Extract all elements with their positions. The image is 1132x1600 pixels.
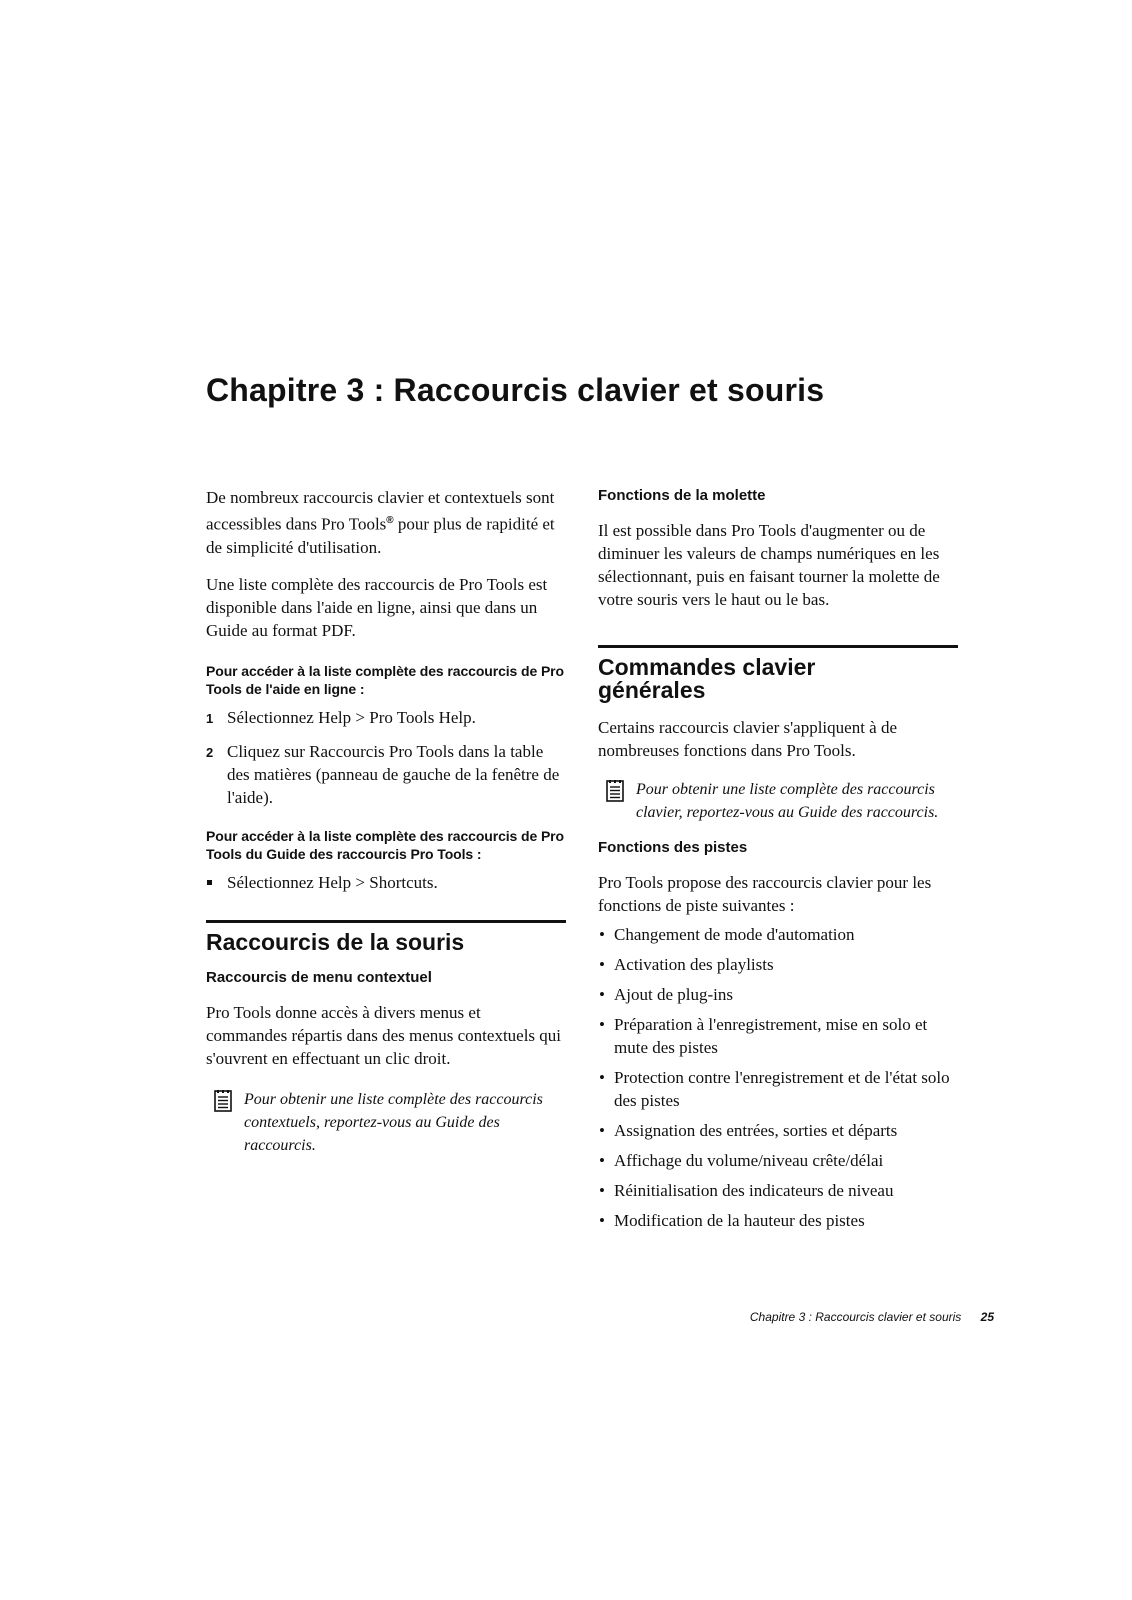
bullet-text: Sélectionnez Help > Shortcuts. — [227, 872, 438, 892]
left-column — [206, 486, 566, 1171]
procedure-steps — [206, 706, 566, 809]
section-title-mouse: Raccourcis de la souris — [206, 928, 465, 955]
note-text: Pour obtenir une liste complète des raccourcis clavier, reportez-vous au Guide des raccourcis. — [636, 781, 939, 821]
footer-chapter-title: Chapitre 3 : Raccourcis clavier et souris — [749, 1310, 962, 1324]
page-footer — [750, 1310, 994, 1324]
note-text: Pour obtenir une liste complète des raccourcis contextuels, reportez-vous au Guide des raccourcis. — [244, 1090, 543, 1154]
procedure-heading-shortcuts-guide: Pour accéder à la liste complète des raccourcis de Pro Tools du Guide des raccourcis Pro Tools : — [206, 827, 564, 862]
list-item — [598, 1179, 958, 1202]
list-item — [598, 1119, 958, 1142]
bullet-dot: • — [599, 1211, 605, 1230]
keyboard-paragraph: Certains raccourcis clavier s'appliquent à de nombreuses fonctions dans Pro Tools. — [598, 718, 898, 760]
page-number: 25 — [980, 1310, 994, 1324]
step-number: 1 — [206, 710, 214, 726]
section-rule — [598, 645, 958, 648]
bullet-dot: • — [599, 955, 605, 974]
list-item-text: Modification de la hauteur des pistes — [614, 1211, 865, 1230]
list-item — [598, 1013, 958, 1059]
section-rule — [206, 920, 566, 923]
list-item — [598, 953, 958, 976]
intro-paragraph-1 — [206, 486, 566, 559]
note-block — [598, 778, 958, 824]
procedure-heading-online-help: Pour accéder à la liste complète des raccourcis de Pro Tools de l'aide en ligne : — [206, 662, 564, 697]
list-item-text: Réinitialisation des indicateurs de niveau — [614, 1181, 894, 1200]
procedure-bullets — [206, 871, 566, 894]
section-title-keyboard: Commandes clavier générales — [598, 654, 816, 703]
intro-paragraph-2: Une liste complète des raccourcis de Pro Tools est disponible dans l'aide en ligne, ainsi que dans un Guide au format PDF. — [206, 574, 548, 640]
chapter-title: Chapitre 3 : Raccourcis clavier et souris — [206, 372, 825, 408]
list-item-text: Ajout de plug-ins — [614, 985, 733, 1004]
bullet-item — [206, 871, 566, 894]
list-item — [598, 1066, 958, 1112]
intro-text-b: pour plus de rapidité et de simplicité d'utilisation. — [206, 514, 555, 557]
wheel-paragraph: Il est possible dans Pro Tools d'augmenter ou de diminuer les valeurs de champs numériques en les sélectionnant, puis en faisant tourner la molette de votre souris vers le haut ou le bas. — [598, 521, 940, 609]
bullet-dot: • — [599, 985, 605, 1004]
list-item — [598, 983, 958, 1006]
list-item-text: Assignation des entrées, sorties et départs — [614, 1121, 898, 1140]
bullet-dot: • — [599, 1068, 605, 1087]
note-block — [206, 1088, 566, 1157]
bullet-dot: • — [599, 1015, 605, 1034]
list-item-text: Affichage du volume/niveau crête/délai — [614, 1151, 884, 1170]
note-document-icon — [606, 780, 624, 802]
list-item-text: Activation des playlists — [614, 955, 774, 974]
context-menu-paragraph: Pro Tools donne accès à divers menus et commandes répartis dans des menus contextuels qui s'ouvrent en effectuant un clic droit. — [206, 1002, 562, 1068]
tracks-paragraph: Pro Tools propose des raccourcis clavier pour les fonctions de piste suivantes : — [598, 873, 932, 915]
list-item — [598, 1209, 958, 1232]
step-number: 2 — [206, 744, 214, 760]
subsection-title-tracks: Fonctions des pistes — [598, 839, 748, 856]
step-text: Sélectionnez Help > Pro Tools Help. — [227, 707, 476, 727]
list-item-text: Protection contre l'enregistrement et de l'état solo des pistes — [614, 1068, 950, 1110]
track-functions-list — [598, 923, 958, 1232]
list-item — [598, 923, 958, 946]
bullet-dot: • — [599, 925, 605, 944]
intro-text-a: De nombreux raccourcis clavier et contextuels sont accessibles dans Pro Tools — [206, 488, 555, 534]
list-item — [598, 1149, 958, 1172]
bullet-dot: • — [599, 1121, 605, 1140]
subsection-title-context-menu: Raccourcis de menu contextuel — [206, 968, 432, 986]
subsection-title-wheel: Fonctions de la molette — [598, 487, 766, 504]
step-item — [206, 706, 566, 729]
list-item-text: Changement de mode d'automation — [614, 925, 855, 944]
bullet-dot: • — [599, 1181, 605, 1200]
step-item — [206, 740, 566, 809]
list-item-text: Préparation à l'enregistrement, mise en solo et mute des pistes — [614, 1015, 928, 1057]
step-text: Cliquez sur Raccourcis Pro Tools dans la table des matières (panneau de gauche de la fenêtre de l'aide). — [227, 741, 560, 807]
right-column — [598, 486, 958, 1239]
bullet-dot: • — [599, 1151, 605, 1170]
square-bullet-icon — [207, 880, 212, 885]
registered-mark: ® — [386, 515, 394, 526]
note-document-icon — [214, 1090, 232, 1112]
